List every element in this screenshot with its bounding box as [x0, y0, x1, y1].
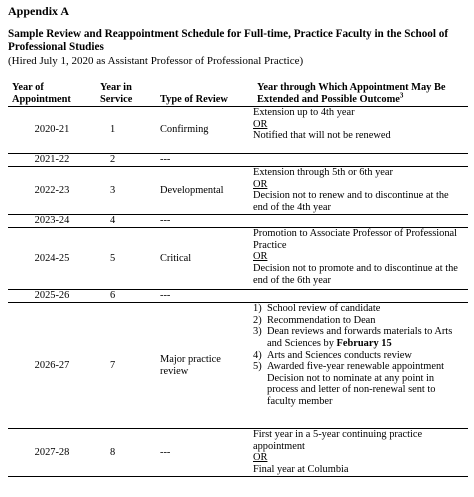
list-item: 1) School review of candidate	[253, 303, 381, 315]
service-cell: 1	[96, 107, 156, 154]
year-cell: 2025-26	[8, 290, 96, 303]
review-cell: ---	[156, 154, 253, 167]
header-review: Type of Review	[156, 82, 253, 107]
outcome-cell	[253, 303, 468, 429]
header-row	[8, 82, 468, 107]
year-cell: 2020-21	[8, 107, 96, 154]
table-row	[8, 228, 468, 290]
outcome-cell	[253, 215, 468, 228]
outcome-cell: Promotion to Associate Professor of Professional Practice OR Decision not to promote and to discontinue at the end of the 6th year	[253, 228, 468, 290]
review-cell: Developmental	[156, 167, 253, 215]
table-row	[8, 290, 468, 303]
year-cell: 2024-25	[8, 228, 96, 290]
header-service: Year in Service	[96, 82, 156, 107]
review-cell: ---	[156, 290, 253, 303]
document-title: Sample Review and Reappointment Schedule for Full-time, Practice Faculty in the School of Professional Studies	[8, 28, 449, 53]
outcome-cell	[253, 154, 468, 167]
table-row	[8, 107, 468, 154]
year-cell: 2023-24	[8, 215, 96, 228]
review-steps-list	[253, 303, 464, 373]
year-cell: 2026-27	[8, 303, 96, 429]
service-cell: 6	[96, 290, 156, 303]
service-cell: 3	[96, 167, 156, 215]
service-cell: 4	[96, 215, 156, 228]
list-item: 4) Arts and Sciences conducts review	[253, 349, 412, 361]
document-subtitle: (Hired July 1, 2020 as Assistant Professor of Professional Practice)	[8, 55, 304, 67]
table-row	[8, 215, 468, 228]
outcome-cell: First year in a 5-year continuing practice appointment OR Final year at Columbia	[253, 429, 468, 477]
outcome-cell: Extension through 5th or 6th year OR Decision not to renew and to discontinue at the end of the 4th year	[253, 167, 468, 215]
outcome-cell: Extension up to 4th year OR Notified that will not be renewed	[253, 107, 468, 154]
outcome-cell	[253, 290, 468, 303]
review-cell: Critical	[156, 228, 253, 290]
list-item: 3) Dean reviews and forwards materials to Arts and Sciences by February 15	[253, 326, 453, 349]
list-item: 5) Awarded five-year renewable appointment	[253, 361, 445, 373]
table-row	[8, 154, 468, 167]
header-outcome: Year through Which Appointment May Be Extended and Possible Outcome$^3$	[253, 82, 468, 107]
schedule-table	[8, 82, 468, 477]
review-cell: ---	[156, 215, 253, 228]
list-item: 2) Recommendation to Dean	[253, 314, 376, 326]
appendix-heading: Appendix A	[8, 4, 70, 18]
review-cell: Confirming	[156, 107, 253, 154]
review-cell: ---	[156, 429, 253, 477]
table-row	[8, 429, 468, 477]
non-renewal-note: Decision not to nominate at any point in process and letter of non-renewal sent to faculty member	[267, 372, 436, 407]
year-cell: 2027-28	[8, 429, 96, 477]
service-cell: 5	[96, 228, 156, 290]
year-cell: 2022-23	[8, 167, 96, 215]
table-row	[8, 167, 468, 215]
service-cell: 8	[96, 429, 156, 477]
table-row	[8, 303, 468, 429]
service-cell: 7	[96, 303, 156, 429]
review-cell: Major practice review	[156, 303, 253, 429]
year-cell: 2021-22	[8, 154, 96, 167]
header-year: Year of Appointment	[8, 82, 96, 107]
service-cell: 2	[96, 154, 156, 167]
